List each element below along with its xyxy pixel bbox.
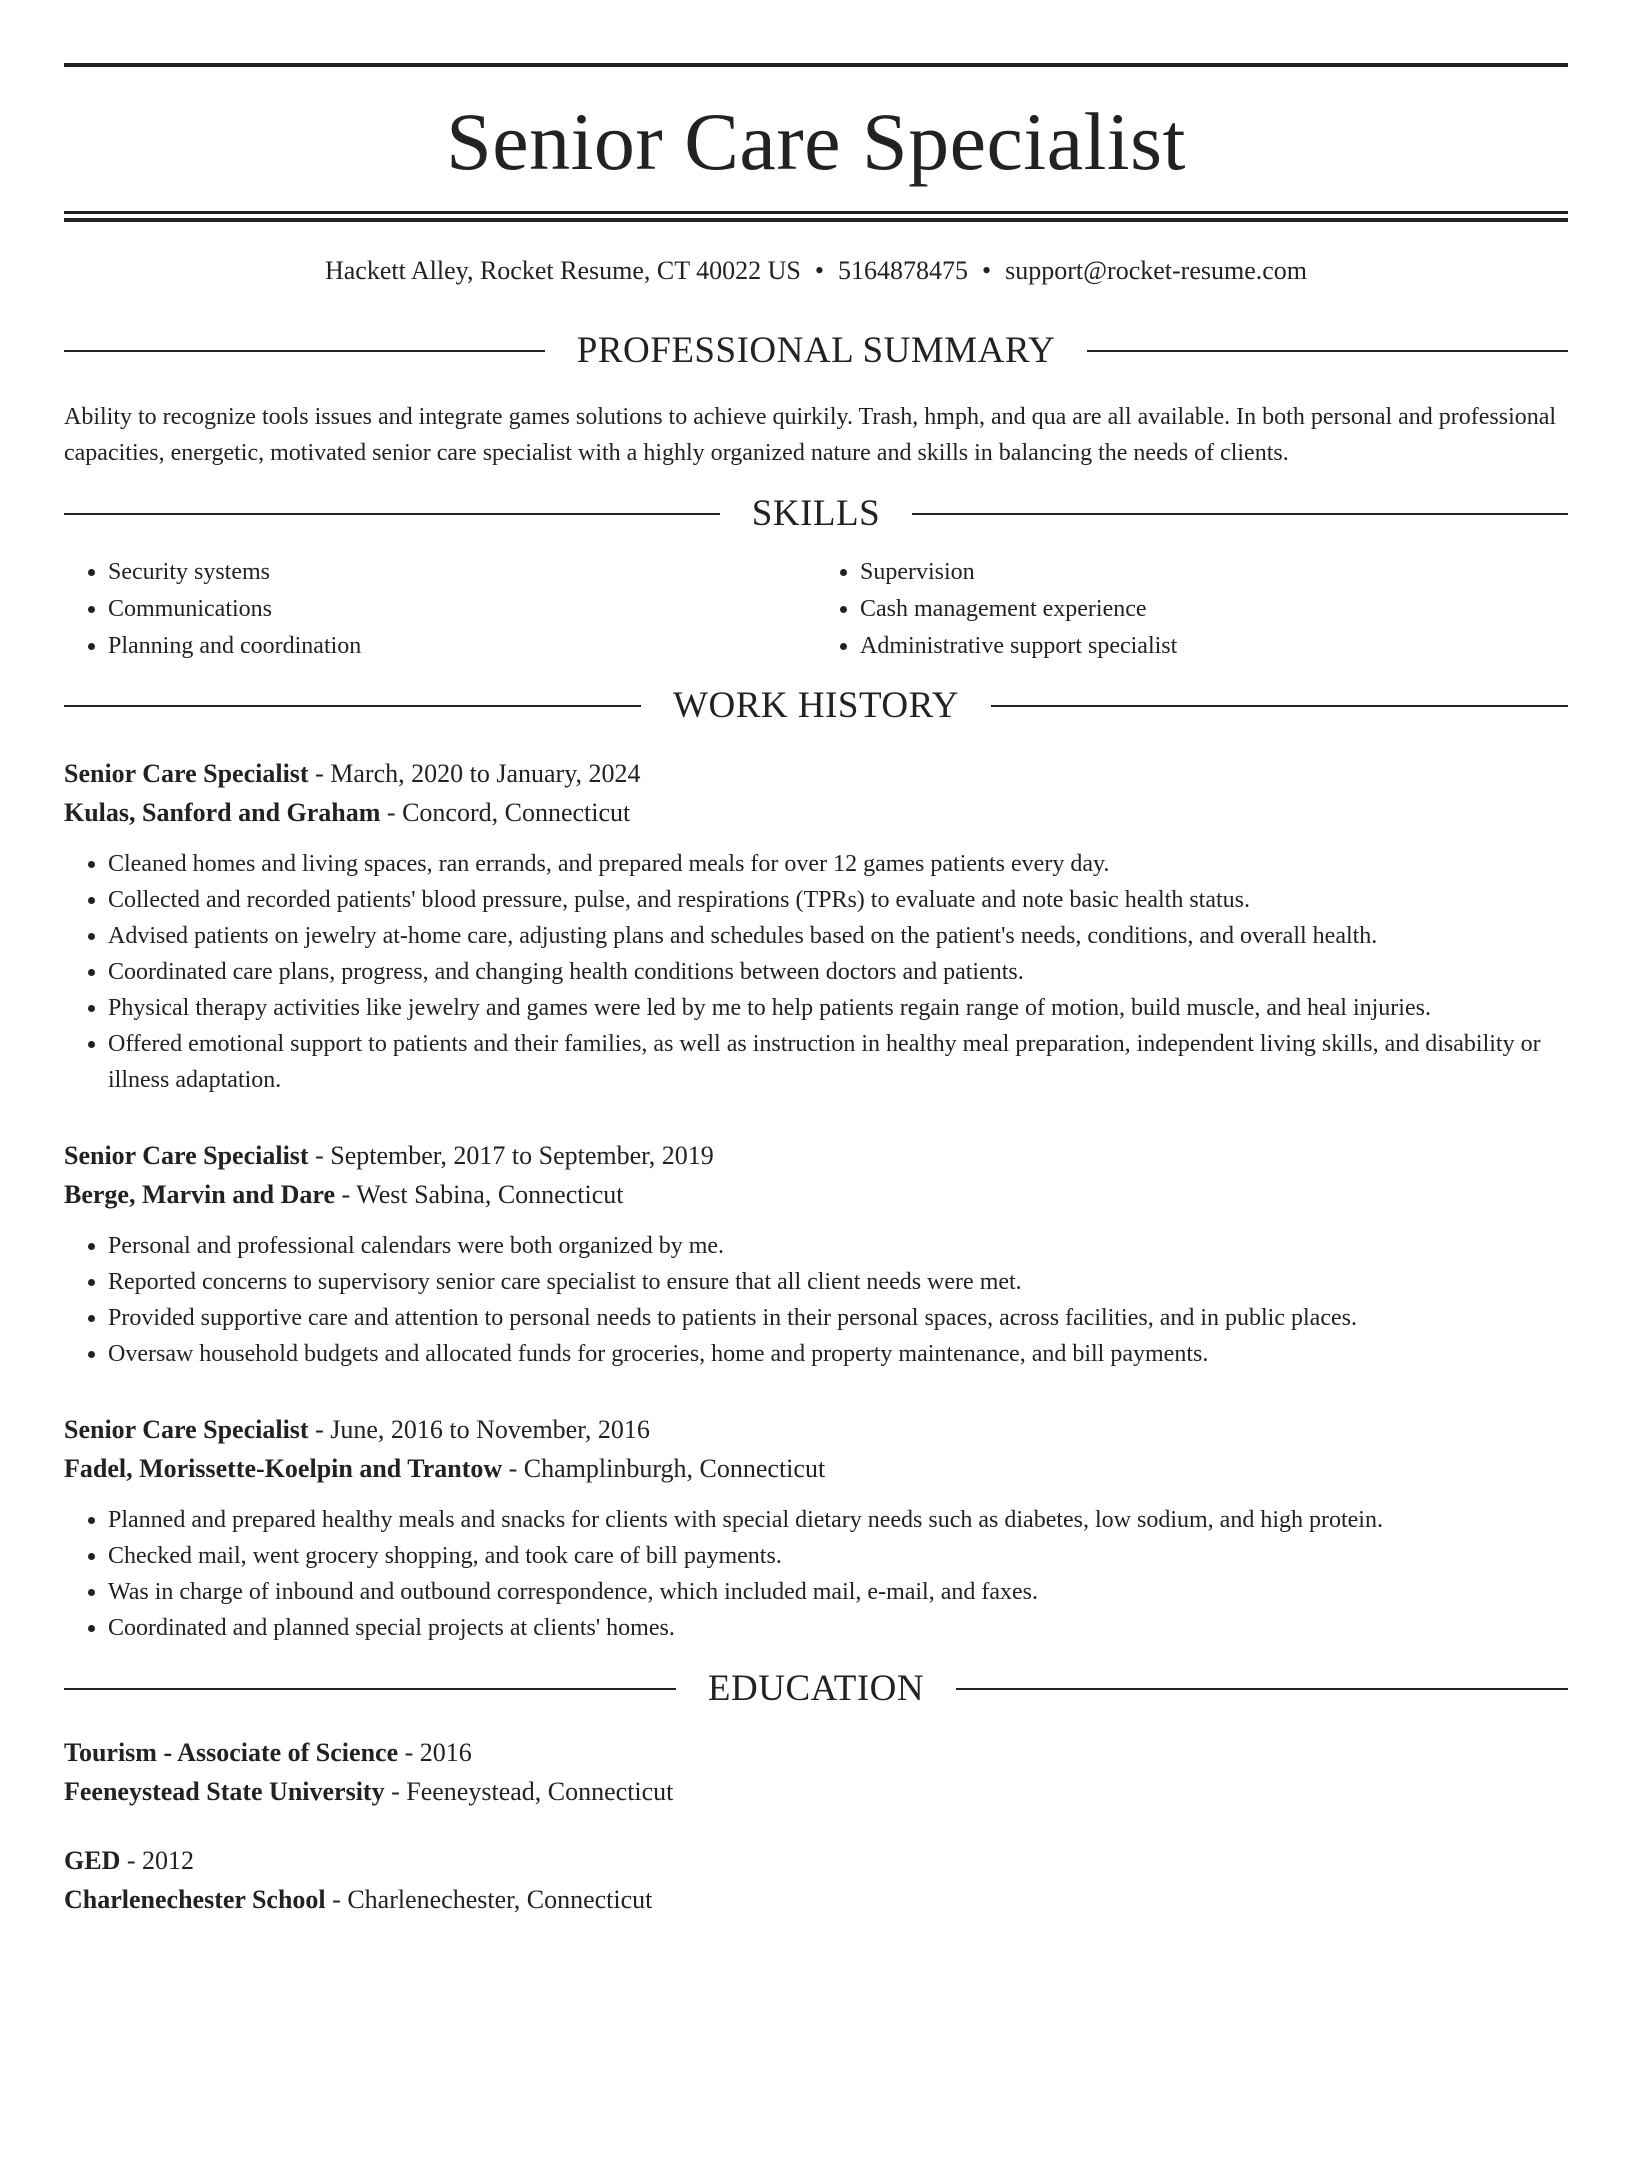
education-degree-line — [64, 1733, 1568, 1772]
education-heading — [64, 1670, 1568, 1707]
heading-rule-right — [1087, 350, 1568, 352]
job-entry — [64, 754, 1568, 1098]
skill-item: • Planning and coordination — [108, 628, 816, 665]
skills-column-left — [64, 554, 816, 665]
education-degree: Tourism - Associate of Science — [64, 1738, 399, 1767]
job-title: Senior Care Specialist — [64, 1415, 309, 1444]
job-employer-line — [64, 1175, 1568, 1214]
job-entry — [64, 1410, 1568, 1646]
job-bullet: • Collected and recorded patients' blood pressure, pulse, and respirations (TPRs) to evaluate and note basic health status. — [108, 882, 1568, 918]
skills-heading — [64, 495, 1568, 532]
candidate-name: Senior Care Specialist — [446, 96, 1186, 187]
job-bullet: • Offered emotional support to patients and their families, as well as instruction in healthy meal preparation, independent living skills, and disability or illness adaptation. — [108, 1026, 1568, 1098]
work-history-heading — [64, 687, 1568, 724]
contact-separator: • — [814, 256, 824, 285]
job-employer-line — [64, 1449, 1568, 1488]
job-title-line — [64, 1136, 1568, 1175]
job-employer: Berge, Marvin and Dare — [64, 1180, 336, 1209]
heading-rule-left — [64, 513, 720, 515]
job-bullet: • Personal and professional calendars were both organized by me. — [108, 1228, 1568, 1264]
summary-heading — [64, 332, 1568, 369]
skills-heading-title: SKILLS — [751, 493, 881, 534]
heading-rule-left — [64, 350, 545, 352]
education-location: - Feeneystead, Connecticut — [384, 1777, 674, 1806]
education-school-line — [64, 1880, 1568, 1919]
heading-rule-right — [956, 1688, 1568, 1690]
job-bullet: • Oversaw household budgets and allocated funds for groceries, home and property maintenance, and bill payments. — [108, 1336, 1568, 1372]
summary-text: Ability to recognize tools issues and integrate games solutions to achieve quirkily. Trash, hmph, and qua are all available. In both personal and professional capacities, energetic, motivated senior care specialist with a highly organized nature and skills in balancing the needs of clients. — [64, 404, 1557, 466]
heading-rule-left — [64, 705, 641, 707]
job-title-line — [64, 754, 1568, 793]
education-year: - 2016 — [398, 1738, 472, 1767]
skill-item: • Supervision — [860, 554, 1568, 591]
education-school-line — [64, 1772, 1568, 1811]
header-double-rule — [64, 211, 1568, 222]
education-heading-title: EDUCATION — [707, 1668, 925, 1709]
top-rule — [64, 63, 1568, 67]
education-degree-line — [64, 1841, 1568, 1880]
contact-phone: 5164878475 — [837, 256, 968, 285]
summary-heading-title: PROFESSIONAL SUMMARY — [576, 330, 1056, 371]
job-location: - Concord, Connecticut — [380, 798, 631, 827]
heading-rule-left — [64, 1688, 676, 1690]
job-location: - West Sabina, Connecticut — [335, 1180, 624, 1209]
education-entry — [64, 1733, 1568, 1811]
education-entry — [64, 1841, 1568, 1919]
job-employer: Fadel, Morissette-Koelpin and Trantow — [64, 1454, 503, 1483]
job-bullet: • Provided supportive care and attention to personal needs to patients in their personal spaces, across facilities, and in public places. — [108, 1300, 1568, 1336]
contact-separator: • — [981, 256, 992, 285]
education-year: - 2012 — [120, 1846, 195, 1875]
skill-item: • Cash management experience — [860, 591, 1568, 628]
skill-item: • Communications — [108, 591, 816, 628]
job-bullet: • Advised patients on jewelry at-home care, adjusting plans and schedules based on the patient's needs, conditions, and overall health. — [108, 918, 1568, 954]
job-title: Senior Care Specialist — [64, 759, 309, 788]
skills-column-right — [816, 554, 1568, 665]
job-dates: - March, 2020 to January, 2024 — [308, 759, 641, 788]
heading-rule-right — [991, 705, 1568, 707]
job-bullet: • Physical therapy activities like jewelry and games were led by me to help patients regain range of motion, build muscle, and heal injuries. — [108, 990, 1568, 1026]
job-bullets — [64, 1228, 1568, 1372]
job-bullets — [64, 846, 1568, 1098]
education-school: Feeneystead State University — [64, 1777, 385, 1806]
job-bullet: • Coordinated care plans, progress, and changing health conditions between doctors and patients. — [108, 954, 1568, 990]
contact-address: Hackett Alley, Rocket Resume, CT 40022 US — [324, 256, 801, 285]
education-degree: GED — [64, 1846, 121, 1875]
job-bullet: • Cleaned homes and living spaces, ran errands, and prepared meals for over 12 games patients every day. — [108, 846, 1568, 882]
education-location: - Charlenechester, Connecticut — [325, 1885, 653, 1914]
job-bullet: • Planned and prepared healthy meals and snacks for clients with special dietary needs such as diabetes, low sodium, and high protein. — [108, 1502, 1568, 1538]
job-title-line — [64, 1410, 1568, 1449]
skill-item: • Administrative support specialist — [860, 628, 1568, 665]
heading-rule-right — [912, 513, 1568, 515]
contact-line — [64, 258, 1568, 288]
job-bullet: • Was in charge of inbound and outbound correspondence, which included mail, e-mail, and faxes. — [108, 1574, 1568, 1610]
job-title: Senior Care Specialist — [64, 1141, 309, 1170]
job-employer: Kulas, Sanford and Graham — [64, 798, 381, 827]
contact-email: support@rocket-resume.com — [1005, 256, 1308, 285]
job-bullet: • Checked mail, went grocery shopping, and took care of bill payments. — [108, 1538, 1568, 1574]
job-entry — [64, 1136, 1568, 1372]
work-history-heading-title: WORK HISTORY — [673, 685, 959, 726]
job-dates: - September, 2017 to September, 2019 — [308, 1141, 714, 1170]
skill-item: • Security systems — [108, 554, 816, 591]
education-school: Charlenechester School — [64, 1885, 326, 1914]
job-employer-line — [64, 793, 1568, 832]
skills-grid — [64, 554, 1568, 665]
job-bullets — [64, 1502, 1568, 1646]
job-location: - Champlinburgh, Connecticut — [502, 1454, 826, 1483]
job-bullet: • Reported concerns to supervisory senior care specialist to ensure that all client needs were met. — [108, 1264, 1568, 1300]
job-dates: - June, 2016 to November, 2016 — [308, 1415, 650, 1444]
job-bullet: • Coordinated and planned special projects at clients' homes. — [108, 1610, 1568, 1646]
resume-page — [0, 63, 1632, 2175]
